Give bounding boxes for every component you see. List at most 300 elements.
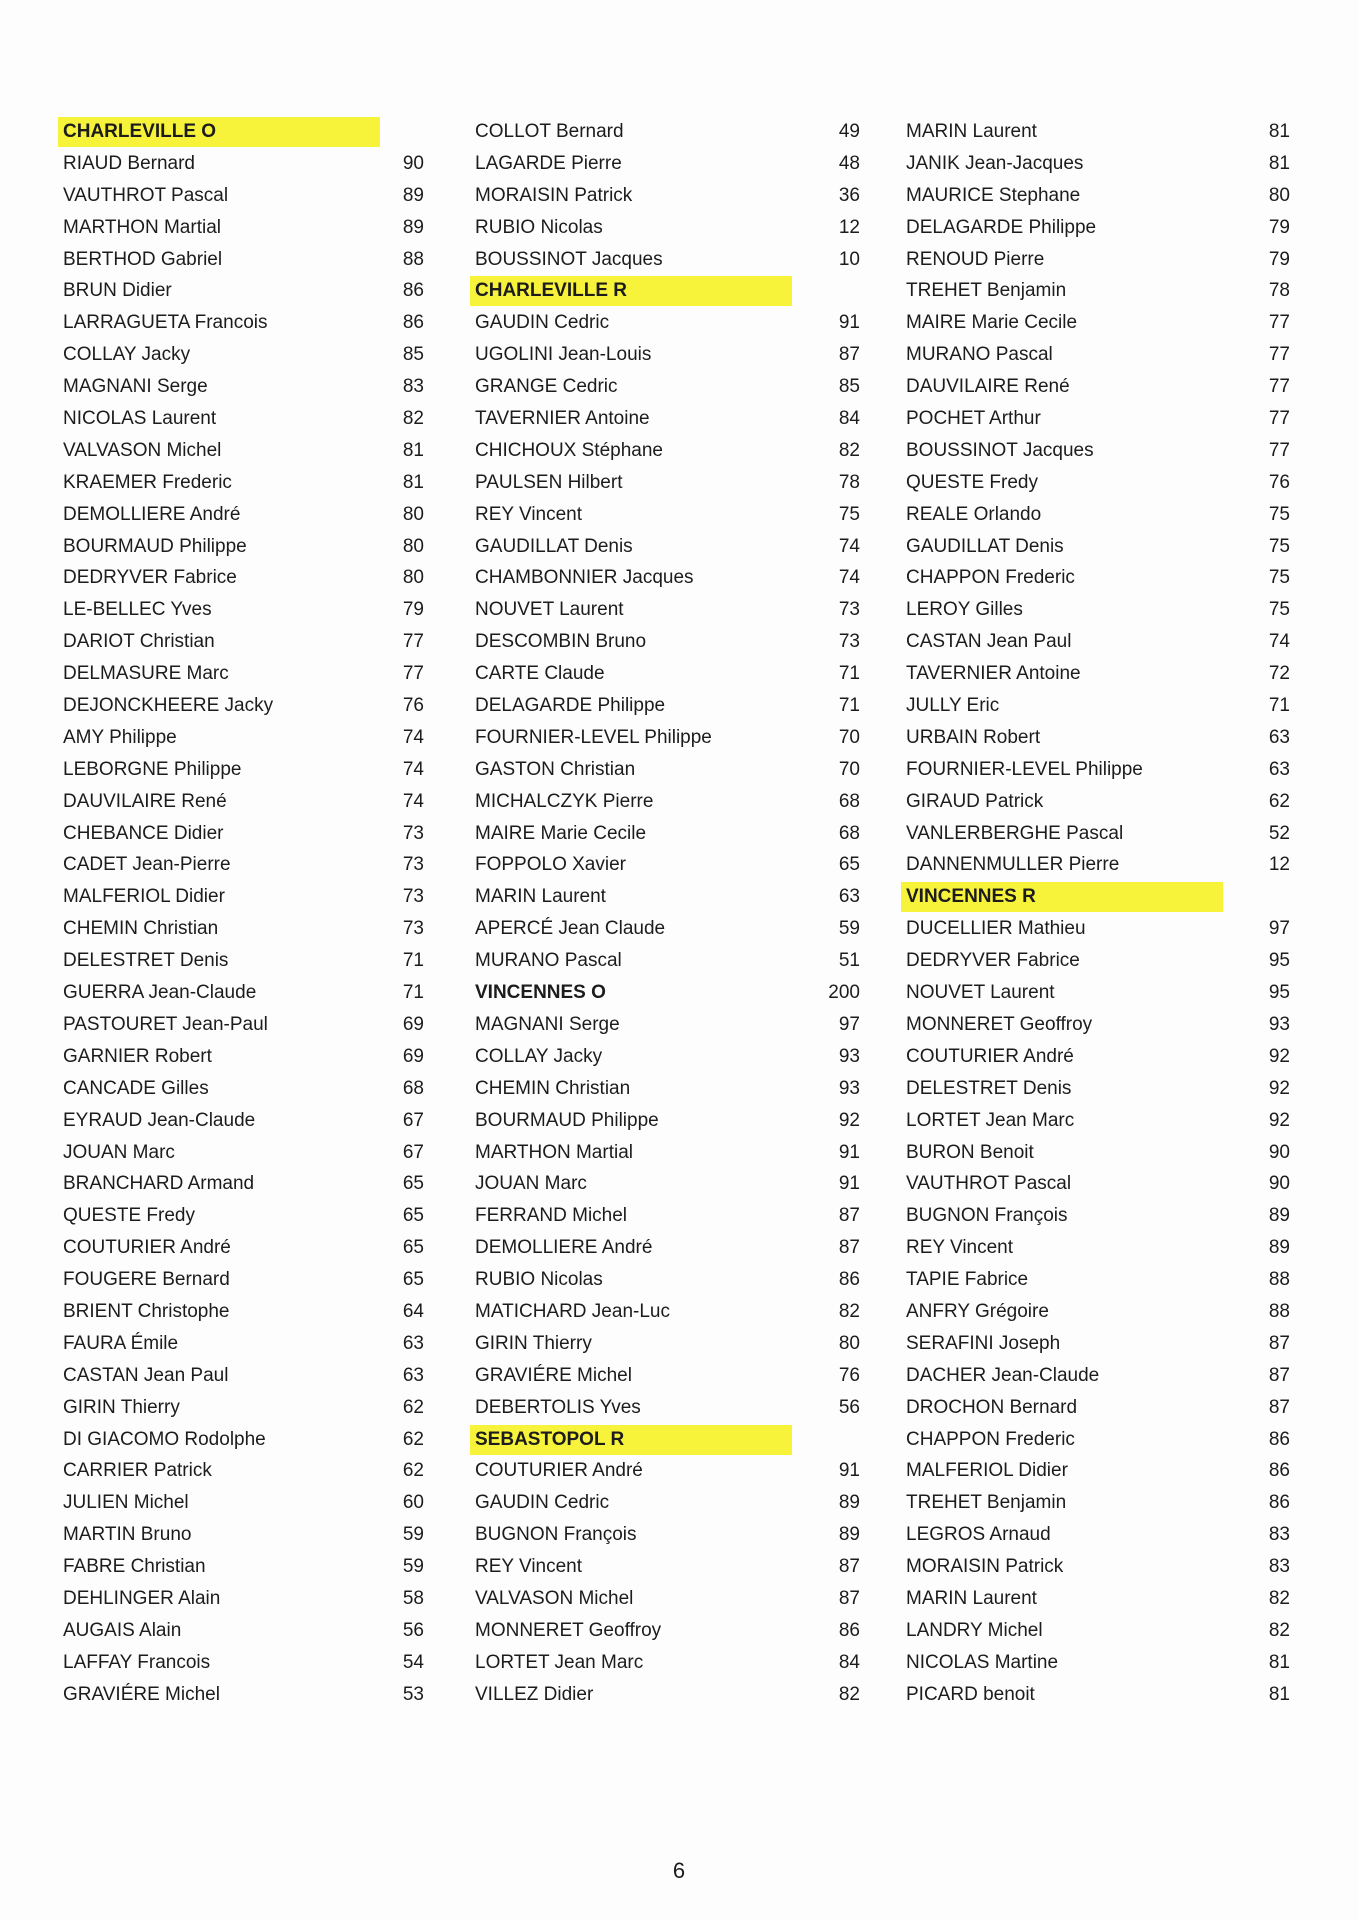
- player-name: MAIRE Marie Cecile: [475, 822, 647, 844]
- player-score: 81: [1268, 152, 1290, 174]
- list-item: [470, 244, 870, 276]
- player-score: 63: [1268, 726, 1290, 748]
- player-score: 90: [1268, 1141, 1290, 1163]
- player-name: MALFERIOL Didier: [63, 886, 225, 908]
- player-score: 84: [838, 1651, 860, 1673]
- player-score: 65: [402, 1205, 424, 1227]
- player-score: 82: [1268, 1619, 1290, 1641]
- player-name: COLLOT Bernard: [475, 121, 624, 142]
- player-name: MAURICE Stephane: [906, 184, 1081, 206]
- player-name: COUTURIER André: [906, 1045, 1074, 1067]
- player-score: 69: [402, 1013, 424, 1035]
- list-item: [470, 594, 870, 626]
- list-item: [470, 562, 870, 594]
- list-item: [470, 881, 870, 913]
- player-name: MAIRE Marie Cecile: [906, 312, 1078, 334]
- player-name: LE-BELLEC Yves: [63, 599, 212, 621]
- list-item: [901, 945, 1301, 977]
- player-score: 74: [402, 726, 424, 748]
- player-score: 74: [1268, 631, 1290, 653]
- list-item: [470, 1073, 870, 1105]
- player-name: MARTHON Martial: [475, 1141, 633, 1163]
- list-item: [901, 818, 1301, 850]
- player-score: 77: [1268, 376, 1290, 398]
- player-score: 65: [838, 854, 860, 876]
- player-score: 75: [1268, 503, 1290, 525]
- player-name: MARTHON Martial: [63, 216, 221, 238]
- player-name: DELMASURE Marc: [63, 663, 229, 685]
- list-item: [901, 913, 1301, 945]
- list-item: [58, 1455, 428, 1487]
- player-score: 97: [838, 1013, 860, 1035]
- player-name: CHEMIN Christian: [475, 1077, 631, 1099]
- player-name: BRANCHARD Armand: [63, 1173, 255, 1195]
- player-name: BOURMAUD Philippe: [475, 1109, 659, 1131]
- player-score: 95: [1268, 982, 1290, 1004]
- list-item: [470, 1360, 870, 1392]
- player-name: PICARD benoit: [906, 1683, 1035, 1705]
- list-item: [470, 307, 870, 339]
- player-score: 59: [402, 1524, 424, 1546]
- player-score: 91: [838, 312, 860, 334]
- player-score: 87: [838, 1556, 860, 1578]
- player-name: MICHALCZYK Pierre: [475, 790, 654, 812]
- list-item: [901, 499, 1301, 531]
- list-item: [901, 1679, 1301, 1711]
- player-name: BOURMAUD Philippe: [63, 535, 247, 557]
- player-score: 89: [402, 184, 424, 206]
- player-name: TAVERNIER Antoine: [906, 663, 1081, 685]
- player-name: DEDRYVER Fabrice: [63, 567, 237, 589]
- player-name: VALVASON Michel: [475, 1587, 634, 1609]
- player-score: 52: [1268, 822, 1290, 844]
- list-item: [58, 818, 428, 850]
- list-item: [470, 1137, 870, 1169]
- player-score: 48: [838, 152, 860, 174]
- player-name: BURON Benoit: [906, 1141, 1034, 1163]
- player-score: 73: [402, 854, 424, 876]
- list-item: [470, 1679, 870, 1711]
- player-score: 87: [1268, 1364, 1290, 1386]
- player-name: EYRAUD Jean-Claude: [63, 1109, 256, 1131]
- list-item: [58, 435, 428, 467]
- player-score: 56: [402, 1619, 424, 1641]
- player-name: GARNIER Robert: [63, 1045, 212, 1067]
- player-score: 74: [402, 790, 424, 812]
- player-score: 62: [402, 1428, 424, 1450]
- player-name: FABRE Christian: [63, 1556, 206, 1578]
- player-name: DROCHON Bernard: [906, 1396, 1078, 1418]
- list-item: [470, 722, 870, 754]
- player-score: 64: [402, 1300, 424, 1322]
- player-name: CASTAN Jean Paul: [906, 631, 1072, 653]
- player-name: TREHET Benjamin: [906, 1492, 1067, 1514]
- player-name: GAUDILLAT Denis: [906, 535, 1064, 557]
- player-score: 63: [402, 1332, 424, 1354]
- player-score: 76: [1268, 471, 1290, 493]
- player-name: LARRAGUETA Francois: [63, 312, 268, 334]
- section-title: VINCENNES R: [906, 886, 1036, 908]
- player-name: MARIN Laurent: [906, 1587, 1037, 1609]
- list-item: [901, 180, 1301, 212]
- player-name: MONNERET Geoffroy: [475, 1619, 662, 1641]
- list-item: [58, 467, 428, 499]
- list-item: [58, 562, 428, 594]
- player-name: BOUSSINOT Jacques: [475, 248, 663, 270]
- list-item: [58, 1232, 428, 1264]
- player-score: 80: [402, 567, 424, 589]
- list-item: [901, 1551, 1301, 1583]
- player-name: DEMOLLIERE André: [63, 503, 241, 525]
- list-item: [470, 818, 870, 850]
- list-item: [58, 594, 428, 626]
- player-score: 85: [402, 344, 424, 366]
- list-item: [470, 849, 870, 881]
- player-score: 84: [838, 408, 860, 430]
- list-item: [901, 1168, 1301, 1200]
- list-item: [470, 499, 870, 531]
- player-name: ANFRY Grégoire: [906, 1300, 1049, 1322]
- player-name: MARTIN Bruno: [63, 1524, 192, 1546]
- player-name: DEDRYVER Fabrice: [906, 950, 1080, 972]
- player-name: CADET Jean-Pierre: [63, 854, 231, 876]
- list-item: [901, 849, 1301, 881]
- player-name: URBAIN Robert: [906, 726, 1041, 748]
- list-item: [470, 913, 870, 945]
- player-name: BRIENT Christophe: [63, 1300, 230, 1322]
- player-name: CHAMBONNIER Jacques: [475, 567, 694, 589]
- player-name: CHEBANCE Didier: [63, 822, 224, 844]
- player-score: 72: [1268, 663, 1290, 685]
- player-score: 95: [1268, 950, 1290, 972]
- player-score: 36: [838, 184, 860, 206]
- player-score: 83: [1268, 1524, 1290, 1546]
- list-item: [470, 1647, 870, 1679]
- player-score: 85: [838, 376, 860, 398]
- player-score: 59: [402, 1556, 424, 1578]
- player-name: POCHET Arthur: [906, 408, 1041, 430]
- section-header: [470, 977, 870, 1009]
- list-item: [470, 180, 870, 212]
- list-item: [58, 881, 428, 913]
- player-name: CHAPPON Frederic: [906, 1428, 1075, 1450]
- player-score: 87: [838, 1237, 860, 1259]
- player-name: VILLEZ Didier: [475, 1683, 594, 1705]
- list-item: [470, 1455, 870, 1487]
- player-name: GRAVIÉRE Michel: [475, 1364, 632, 1386]
- list-item: [901, 1424, 1301, 1456]
- player-score: 81: [1268, 1651, 1290, 1673]
- list-item: [901, 1360, 1301, 1392]
- player-score: 70: [838, 758, 860, 780]
- player-name: MURANO Pascal: [906, 344, 1053, 366]
- player-name: MORAISIN Patrick: [475, 184, 633, 206]
- list-item: [470, 786, 870, 818]
- list-item: [58, 1551, 428, 1583]
- player-score: 81: [1268, 1683, 1290, 1705]
- player-score: 88: [402, 248, 424, 270]
- list-item: [58, 1615, 428, 1647]
- player-name: FOURNIER-LEVEL Philippe: [475, 726, 712, 748]
- player-name: JANIK Jean-Jacques: [906, 152, 1084, 174]
- player-score: 93: [1268, 1013, 1290, 1035]
- player-score: 83: [1268, 1556, 1290, 1578]
- list-item: [901, 1137, 1301, 1169]
- list-item: [58, 180, 428, 212]
- player-score: 86: [402, 280, 424, 302]
- player-name: NICOLAS Martine: [906, 1651, 1059, 1673]
- player-name: DAUVILAIRE René: [906, 376, 1070, 398]
- player-score: 77: [402, 631, 424, 653]
- list-item: [58, 1073, 428, 1105]
- player-name: BUGNON François: [475, 1524, 637, 1546]
- list-item: [58, 722, 428, 754]
- list-item: [58, 690, 428, 722]
- player-score: 49: [838, 121, 860, 142]
- player-score: 69: [402, 1045, 424, 1067]
- player-score: 58: [402, 1587, 424, 1609]
- player-name: GAUDIN Cedric: [475, 1492, 610, 1514]
- list-item: [58, 913, 428, 945]
- player-name: JULIEN Michel: [63, 1492, 189, 1514]
- player-name: AUGAIS Alain: [63, 1619, 182, 1641]
- player-name: DELESTRET Denis: [906, 1077, 1072, 1099]
- player-name: GIRIN Thierry: [475, 1332, 592, 1354]
- player-score: 88: [1268, 1300, 1290, 1322]
- list-item: [58, 531, 428, 563]
- list-item: [470, 435, 870, 467]
- player-name: COLLAY Jacky: [63, 344, 191, 366]
- player-name: FAURA Émile: [63, 1332, 179, 1354]
- list-item: [58, 1105, 428, 1137]
- player-score: 76: [402, 695, 424, 717]
- player-name: NOUVET Laurent: [475, 599, 624, 621]
- player-name: VAUTHROT Pascal: [63, 184, 229, 206]
- player-score: 74: [838, 535, 860, 557]
- player-name: MONNERET Geoffroy: [906, 1013, 1093, 1035]
- player-score: 63: [838, 886, 860, 908]
- player-name: RENOUD Pierre: [906, 248, 1045, 270]
- list-item: [470, 1615, 870, 1647]
- player-score: 73: [402, 918, 424, 940]
- list-item: [58, 1200, 428, 1232]
- player-name: GUERRA Jean-Claude: [63, 982, 257, 1004]
- list-item: [58, 626, 428, 658]
- player-score: 65: [402, 1269, 424, 1291]
- player-score: 12: [1268, 854, 1290, 876]
- list-item: [901, 371, 1301, 403]
- player-score: 60: [402, 1492, 424, 1514]
- list-item: [470, 1551, 870, 1583]
- player-name: COUTURIER André: [475, 1460, 643, 1482]
- player-score: 56: [838, 1396, 860, 1418]
- player-score: 10: [838, 248, 860, 270]
- list-item: [901, 1392, 1301, 1424]
- list-item: [901, 1583, 1301, 1615]
- player-score: 80: [838, 1332, 860, 1354]
- player-name: FOPPOLO Xavier: [475, 854, 626, 876]
- player-name: JULLY Eric: [906, 695, 1000, 717]
- results-column-3: [901, 116, 1301, 1711]
- list-item: [901, 467, 1301, 499]
- list-item: [901, 435, 1301, 467]
- player-name: GIRIN Thierry: [63, 1396, 180, 1418]
- player-name: FOURNIER-LEVEL Philippe: [906, 758, 1143, 780]
- player-score: 90: [1268, 1173, 1290, 1195]
- player-name: MURANO Pascal: [475, 950, 622, 972]
- list-item: [901, 1455, 1301, 1487]
- player-score: 93: [838, 1077, 860, 1099]
- list-item: [58, 658, 428, 690]
- list-item: [901, 786, 1301, 818]
- player-name: LAGARDE Pierre: [475, 152, 622, 174]
- player-score: 73: [402, 886, 424, 908]
- list-item: [58, 1328, 428, 1360]
- list-item: [58, 244, 428, 276]
- player-score: 91: [838, 1173, 860, 1195]
- player-name: CARTE Claude: [475, 663, 605, 685]
- player-score: 86: [1268, 1492, 1290, 1514]
- player-score: 82: [402, 408, 424, 430]
- page-number: 6: [672, 1858, 686, 1883]
- player-name: COUTURIER André: [63, 1237, 231, 1259]
- player-score: 53: [402, 1683, 424, 1705]
- player-score: 71: [402, 950, 424, 972]
- list-item: [901, 1615, 1301, 1647]
- player-name: DEBERTOLIS Yves: [475, 1396, 641, 1418]
- player-score: 67: [402, 1109, 424, 1131]
- section-header: [901, 881, 1301, 913]
- player-name: JOUAN Marc: [475, 1173, 587, 1195]
- player-name: DEMOLLIERE André: [475, 1237, 653, 1259]
- player-score: 62: [1268, 790, 1290, 812]
- list-item: [901, 562, 1301, 594]
- player-score: 92: [1268, 1109, 1290, 1131]
- player-score: 86: [402, 312, 424, 334]
- player-score: 86: [1268, 1428, 1290, 1450]
- player-name: GAUDIN Cedric: [475, 312, 610, 334]
- player-score: 91: [838, 1460, 860, 1482]
- list-item: [901, 594, 1301, 626]
- list-item: [470, 1519, 870, 1551]
- list-item: [901, 403, 1301, 435]
- player-score: 86: [838, 1619, 860, 1641]
- player-score: 89: [402, 216, 424, 238]
- player-name: REY Vincent: [906, 1237, 1014, 1259]
- list-item: [58, 849, 428, 881]
- section-title: CHARLEVILLE O: [63, 121, 217, 142]
- player-name: KRAEMER Frederic: [63, 471, 232, 493]
- player-name: LANDRY Michel: [906, 1619, 1043, 1641]
- list-item: [901, 275, 1301, 307]
- player-name: CARRIER Patrick: [63, 1460, 212, 1482]
- player-name: UGOLINI Jean-Louis: [475, 344, 652, 366]
- player-score: 51: [838, 950, 860, 972]
- list-item: [58, 1168, 428, 1200]
- player-score: 77: [1268, 344, 1290, 366]
- player-name: CANCADE Gilles: [63, 1077, 209, 1099]
- list-item: [901, 1487, 1301, 1519]
- player-score: 92: [1268, 1077, 1290, 1099]
- list-item: [901, 977, 1301, 1009]
- player-name: MAGNANI Serge: [63, 376, 208, 398]
- player-name: SERAFINI Joseph: [906, 1332, 1061, 1354]
- results-column-2: [470, 116, 870, 1711]
- list-item: [901, 1073, 1301, 1105]
- player-score: 12: [838, 216, 860, 238]
- player-score: 80: [1268, 184, 1290, 206]
- player-name: RUBIO Nicolas: [475, 216, 603, 238]
- list-item: [470, 1487, 870, 1519]
- list-item: [901, 244, 1301, 276]
- list-item: [58, 403, 428, 435]
- list-item: [470, 690, 870, 722]
- list-item: [58, 499, 428, 531]
- list-item: [901, 690, 1301, 722]
- section-header: [470, 275, 870, 307]
- player-name: REALE Orlando: [906, 503, 1042, 525]
- player-name: TREHET Benjamin: [906, 280, 1067, 302]
- player-score: 81: [1268, 121, 1290, 142]
- player-name: DUCELLIER Mathieu: [906, 918, 1086, 940]
- list-item: [901, 339, 1301, 371]
- list-item: [901, 212, 1301, 244]
- player-score: 81: [402, 471, 424, 493]
- player-name: CHEMIN Christian: [63, 918, 219, 940]
- list-item: [901, 531, 1301, 563]
- player-score: 70: [838, 726, 860, 748]
- list-item: [58, 1679, 428, 1711]
- list-item: [470, 1009, 870, 1041]
- player-name: CHICHOUX Stéphane: [475, 439, 663, 461]
- player-name: BERTHOD Gabriel: [63, 248, 223, 270]
- list-item: [470, 371, 870, 403]
- list-item: [58, 786, 428, 818]
- list-item: [58, 1583, 428, 1615]
- player-score: 92: [838, 1109, 860, 1131]
- results-column-1: [58, 116, 428, 1711]
- list-item: [58, 1647, 428, 1679]
- player-score: 71: [402, 982, 424, 1004]
- player-score: 67: [402, 1141, 424, 1163]
- player-name: QUESTE Fredy: [63, 1205, 195, 1227]
- list-item: [470, 626, 870, 658]
- player-score: 86: [1268, 1460, 1290, 1482]
- list-item: [470, 403, 870, 435]
- player-score: 68: [838, 822, 860, 844]
- player-name: QUESTE Fredy: [906, 471, 1038, 493]
- list-item: [470, 658, 870, 690]
- list-item: [58, 1519, 428, 1551]
- list-item: [901, 1519, 1301, 1551]
- player-score: 68: [402, 1077, 424, 1099]
- player-score: 87: [838, 1587, 860, 1609]
- section-header: [470, 1424, 870, 1456]
- player-name: DACHER Jean-Claude: [906, 1364, 1100, 1386]
- list-item: [901, 626, 1301, 658]
- list-item: [470, 212, 870, 244]
- player-score: 65: [402, 1237, 424, 1259]
- list-item: [58, 1424, 428, 1456]
- player-name: VAUTHROT Pascal: [906, 1173, 1072, 1195]
- player-score: 77: [1268, 439, 1290, 461]
- player-score: 73: [838, 599, 860, 621]
- player-score: 91: [838, 1141, 860, 1163]
- player-name: GRAVIÉRE Michel: [63, 1683, 220, 1705]
- player-score: 75: [838, 503, 860, 525]
- player-score: 88: [1268, 1269, 1290, 1291]
- player-score: 74: [402, 758, 424, 780]
